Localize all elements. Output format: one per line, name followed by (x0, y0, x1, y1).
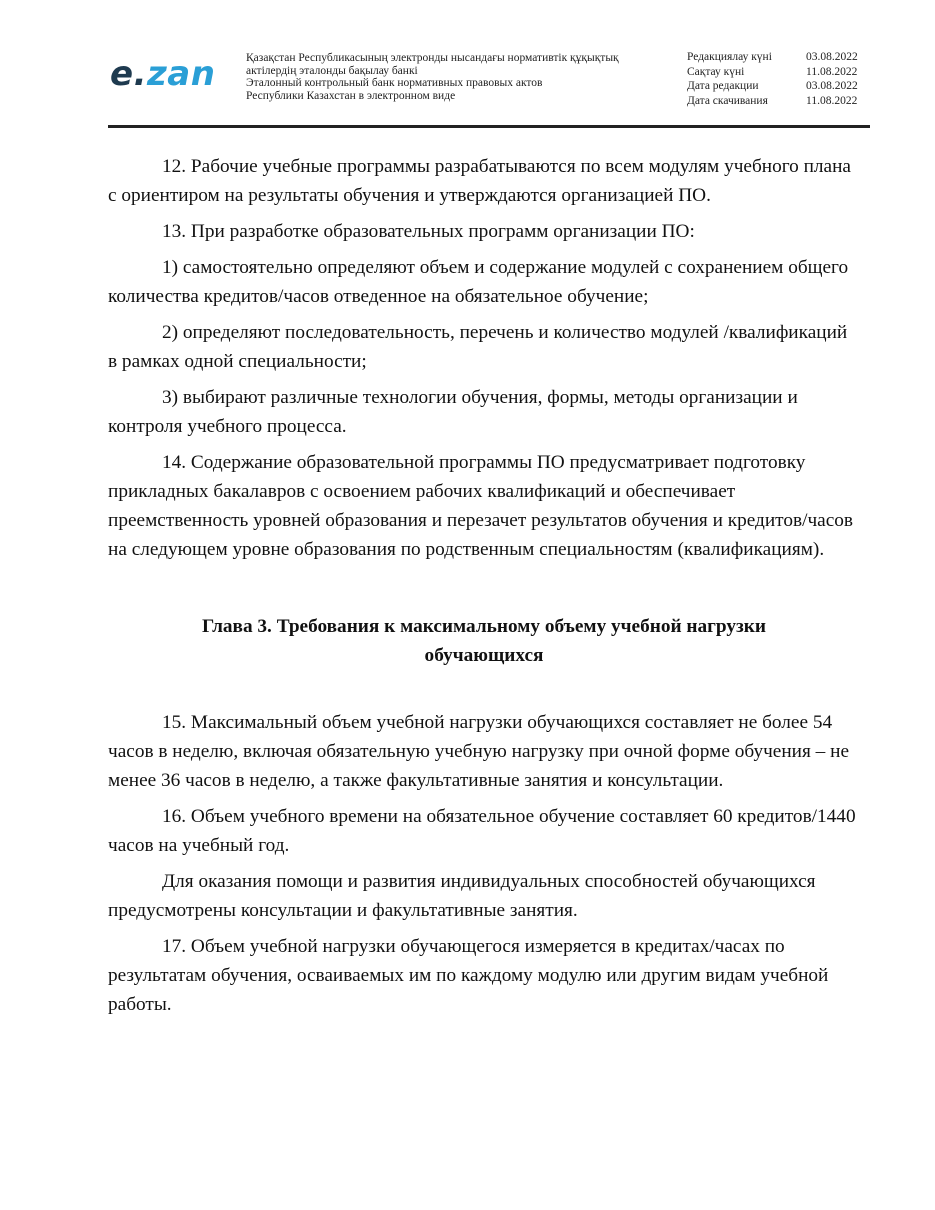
header-description (246, 52, 619, 102)
meta-label: Дата редакции (687, 80, 759, 92)
paragraph-15: 15. Максимальный объем учебной нагрузки обучающихся составляет не более 54 часов в неделю, включая обязательную учебную нагрузку при очной форме обучения – не менее 36 часов в неделю, а также факультативные занятия и консультации. (108, 712, 850, 791)
paragraph-13-item-1: 1) самостоятельно определяют объем и содержание модулей с сохранением общего количества кредитов/часов отведенное на обязательное обучение; (108, 257, 849, 307)
chapter-heading (108, 612, 860, 670)
header-description-line: Республики Казахстан в электронном виде (246, 89, 456, 102)
header-description-line: Эталонный контрольный банк нормативных правовых актов (246, 77, 543, 89)
paragraph-14: 14. Содержание образовательной программы ПО предусматривает подготовку прикладных бакалавров с освоением рабочих квалификаций и обеспечивает преемственность уровней образования и перезачет результатов обучения и кредитов/часов на следующем уровне образования по родственным специальностям (квалификациям). (108, 452, 854, 560)
meta-row-save-date-kz (687, 65, 866, 80)
meta-row-download-date-ru (687, 94, 866, 109)
meta-value: 11.08.2022 (806, 94, 858, 107)
paragraph-16: 16. Объем учебного времени на обязательное обучение составляет 60 кредитов/1440 часов на учебный год. (108, 806, 856, 856)
header-description-line: актілердің эталонды бақылау банкі (246, 64, 418, 77)
paragraph-17: 17. Объем учебной нагрузки обучающегося измеряется в кредитах/часах по результатам обучения, осваиваемых им по каждому модулю или другим видам учебной работы. (108, 936, 829, 1015)
meta-label: Дата скачивания (687, 94, 768, 107)
header-dates (687, 50, 866, 108)
header-divider (108, 125, 870, 128)
chapter-heading-line: Глава 3. Требования к максимальному объему учебной нагрузки (201, 616, 767, 637)
ezan-logo: e.zan (110, 54, 216, 94)
meta-label: Редакциялау күні (687, 51, 772, 63)
meta-row-edit-date-kz (687, 50, 866, 65)
meta-value: 03.08.2022 (806, 51, 858, 63)
meta-row-edit-date-ru (687, 79, 866, 94)
header-description-line: Қазақстан Республикасының электронды нысандағы нормативтік құқықтық (246, 52, 619, 64)
paragraph-13: 13. При разработке образовательных программ организации ПО: (162, 221, 695, 242)
paragraph-13-item-2: 2) определяют последовательность, перечень и количество модулей /квалификаций в рамках одной специальности; (108, 322, 848, 372)
paragraph-13-item-3: 3) выбирают различные технологии обучения, формы, методы организации и контроля учебного процесса. (108, 387, 798, 437)
document-body (108, 152, 860, 1026)
paragraph-12: 12. Рабочие учебные программы разрабатываются по всем модулям учебного плана с ориентиром на результаты обучения и утверждаются организацией ПО. (108, 156, 851, 206)
meta-value: 03.08.2022 (806, 80, 858, 92)
chapter-heading-line: обучающихся (424, 645, 544, 666)
meta-value: 11.08.2022 (806, 65, 858, 78)
meta-label: Сақтау күні (687, 65, 745, 78)
document-header (108, 48, 870, 126)
paragraph-16-note: Для оказания помощи и развития индивидуальных способностей обучающихся предусмотрены консультации и факультативные занятия. (108, 871, 816, 921)
